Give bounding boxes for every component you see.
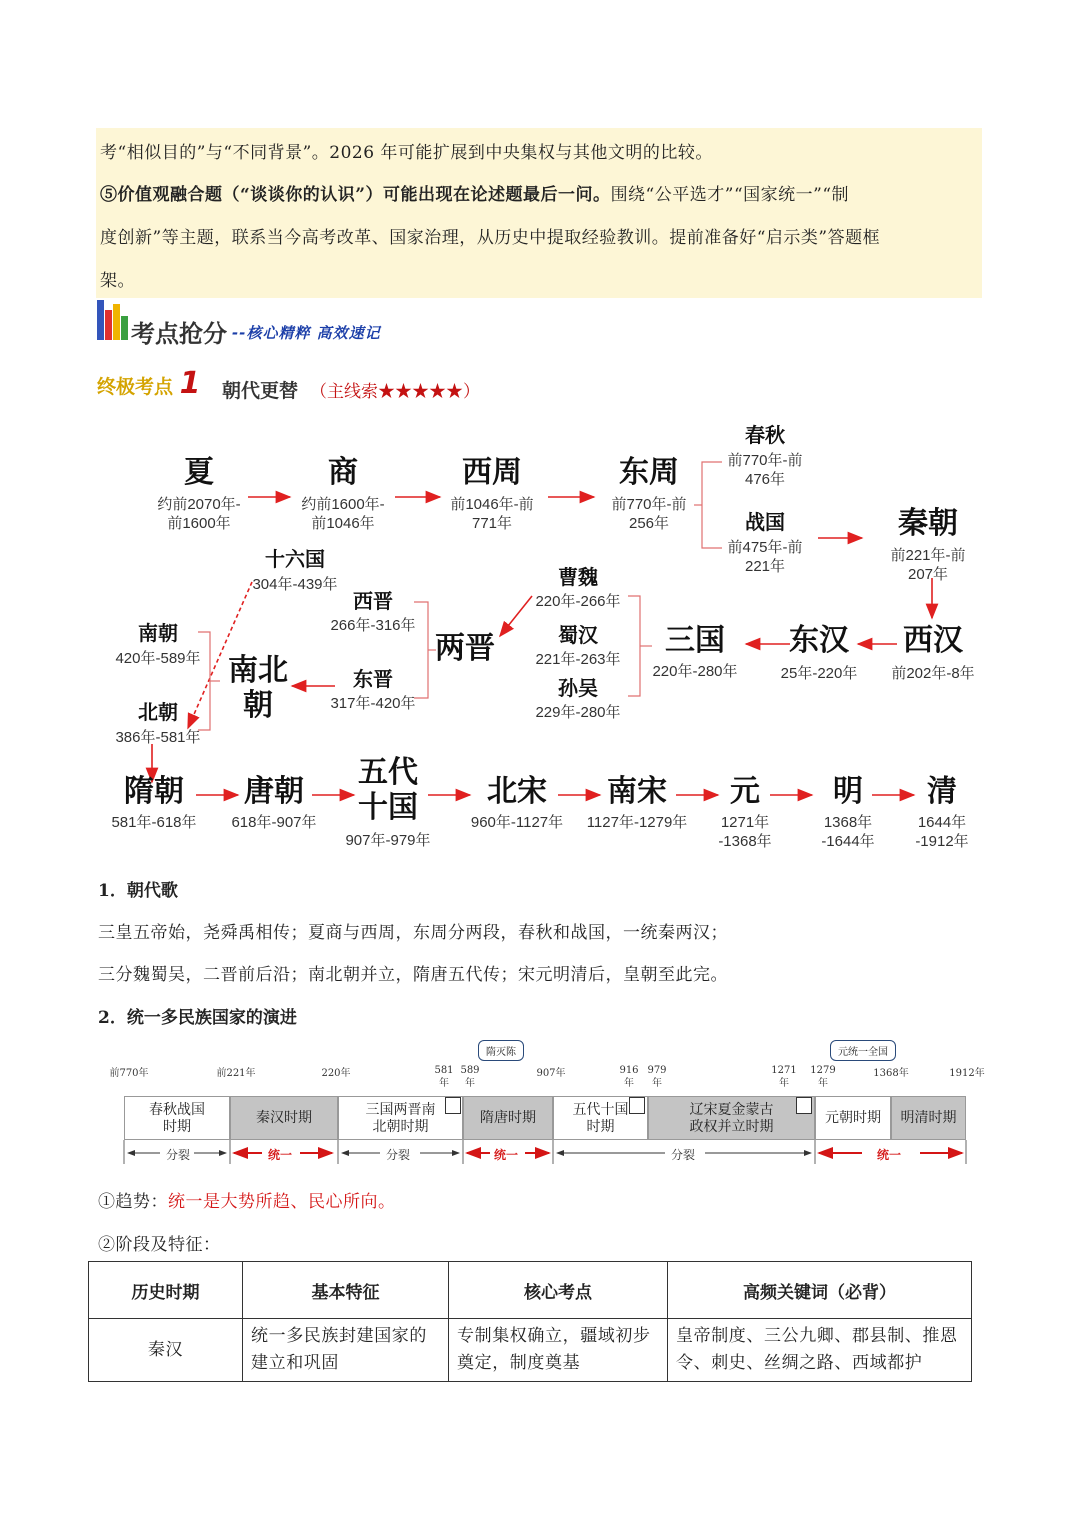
song-line-2: 三分魏蜀吴，二晋前后沿；南北朝并立，隋唐五代传；宋元明清后，皇朝至此完。 [98, 965, 728, 985]
dynasty-dongjin-date: 317年-420年 [330, 695, 416, 712]
period-wudai: 五代十国 时期 [553, 1096, 648, 1140]
dynasty-beichao: 北朝 [138, 700, 178, 724]
tick-label: 907年 [536, 1068, 566, 1079]
dynasty-xia: 夏 [184, 455, 214, 490]
table-row [89, 1319, 972, 1382]
dynasty-xia-date: 约前2070年- 前1600年 [157, 496, 241, 532]
dynasty-sanguo: 三国 [665, 623, 725, 658]
table-header: 核心考点 [449, 1262, 668, 1319]
tick-label: 916 年 [619, 1065, 639, 1089]
ultimate-text: 终极考点 [97, 376, 174, 398]
period-liaosong: 辽宋夏金蒙古 政权并立时期 [648, 1096, 815, 1140]
dynasty-yuan-date: 1271年 -1368年 [718, 814, 772, 850]
intro-line-4: 架。 [100, 271, 135, 291]
split-label: 分裂 [386, 1148, 411, 1162]
ultimate-number: 1 [179, 366, 201, 401]
intro-line-3: 度创新”等主题，联系当今高考改革、国家治理，从历史中提取经验教训。提前准备好“启示类”答题框 [100, 228, 881, 248]
tick-label: 581 年 [434, 1065, 454, 1089]
table-header: 基本特征 [243, 1262, 449, 1319]
dynasty-donghan: 东汉 [789, 623, 849, 658]
period-qinhan: 秦汉时期 [230, 1096, 338, 1140]
split-label: 分裂 [671, 1148, 696, 1162]
intro-line-1: 考“相似目的”与“不同背景”。2026 年可能扩展到中央集权与其他文明的比较。 [100, 143, 713, 163]
tick-label: 前221年 [216, 1068, 256, 1079]
trend-line [98, 1187, 396, 1212]
dynasty-beisong-date: 960年-1127年 [470, 814, 564, 831]
dynasty-ming: 明 [833, 774, 863, 809]
table-cell: 专制集权确立，疆域初步奠定，制度奠基 [449, 1319, 668, 1382]
tick-label: 589 年 [460, 1065, 480, 1089]
dynasty-wudai: 五代 十国 [358, 755, 418, 825]
dynasty-chunqiu-date: 前770年-前 476年 [727, 452, 803, 488]
dynasty-beisong: 北宋 [487, 774, 547, 809]
table-cell: 统一多民族封建国家的建立和巩固 [243, 1319, 449, 1382]
unify-label: 统一 [268, 1148, 293, 1162]
tick-label: 979 年 [647, 1065, 667, 1089]
dynasty-xijin: 西晋 [353, 589, 393, 613]
dynasty-shang-date: 约前1600年- 前1046年 [301, 496, 385, 532]
dynasty-chunqiu: 春秋 [745, 423, 785, 447]
unify-label: 统一 [494, 1148, 519, 1162]
dynasty-caowei: 曹魏 [558, 565, 598, 589]
dynasty-yuan: 元 [730, 774, 760, 809]
dynasty-liangjin: 两晋 [435, 631, 495, 666]
period-yuan: 元朝时期 [815, 1096, 891, 1140]
dynasty-donghan-date: 25年-220年 [780, 665, 858, 682]
ultimate-note: （主线索★★★★★） [310, 382, 480, 402]
dynasty-qin: 秦朝 [898, 506, 958, 541]
table-header: 历史时期 [89, 1262, 243, 1319]
dynasty-wudai-date: 907年-979年 [345, 832, 431, 849]
table-cell: 皇帝制度、三公九卿、郡县制、推恩令、刺史、丝绸之路、西域都护 [668, 1319, 972, 1382]
intro-line-2-bold: ⑤价值观融合题（“谈谈你的认识”）可能出现在论述题最后一问。 [100, 185, 611, 205]
stage-label: ②阶段及特征： [98, 1235, 221, 1255]
dynasty-sanguo-date: 220年-280年 [652, 663, 738, 680]
dynasty-shuhan-date: 221年-263年 [535, 651, 621, 668]
table-header: 高频关键词（必背） [668, 1262, 972, 1319]
dynasty-sui: 隋朝 [124, 774, 184, 809]
dynasty-nanchao: 南朝 [138, 621, 178, 645]
dynasty-nansong: 南宋 [607, 774, 667, 809]
period-mingqing: 明清时期 [891, 1096, 966, 1140]
table-header-row [89, 1262, 972, 1319]
dynasty-zhanguo-date: 前475年-前 221年 [727, 539, 803, 575]
dynasty-shiliuguo-date: 304年-439年 [252, 576, 338, 593]
song-heading: 1．朝代歌 [98, 881, 178, 901]
dynasty-xizhou: 西周 [462, 455, 522, 490]
dynasty-ming-date: 1368年 -1644年 [821, 814, 875, 850]
dynasty-shuhan: 蜀汉 [558, 623, 598, 647]
dynasty-sunwu-date: 229年-280年 [535, 704, 621, 721]
dynasty-xihan: 西汉 [903, 623, 963, 658]
dynasty-caowei-date: 220年-266年 [535, 593, 621, 610]
period-sanguo-nanbeichao: 三国两晋南 北朝时期 [338, 1096, 463, 1140]
song-line-1: 三皇五帝始，尧舜禹相传；夏商与西周，东周分两段，春秋和战国，一统秦两汉； [98, 923, 728, 943]
trend-prefix: ①趋势： [98, 1192, 168, 1212]
section-subtitle: --核心精粹 高效速记 [232, 324, 381, 342]
ultimate-title: 朝代更替 [222, 380, 299, 402]
dynasty-dongjin: 东晋 [353, 667, 393, 691]
period-suitang: 隋唐时期 [463, 1096, 553, 1140]
intro-line-2-rest: 围绕“公平选才”“国家统一”“制 [610, 185, 850, 205]
dynasty-dongzhou-date: 前770年-前 256年 [611, 496, 687, 532]
table-cell: 秦汉 [89, 1319, 243, 1382]
callout-yuan-unifies: 元统一全国 [830, 1040, 896, 1061]
dynasty-xizhou-date: 前1046年-前 771年 [450, 496, 534, 532]
tick-label: 1368年 [873, 1068, 909, 1079]
dynasty-shang: 商 [328, 455, 358, 490]
tick-label: 1912年 [949, 1068, 985, 1079]
dynasty-tang: 唐朝 [244, 774, 304, 809]
dynasty-qing-date: 1644年 -1912年 [915, 814, 969, 850]
dynasty-nanbeichao: 南北 朝 [228, 653, 288, 723]
dynasty-sunwu: 孙吴 [558, 676, 598, 700]
dynasty-qing: 清 [927, 774, 957, 809]
dynasty-nansong-date: 1127年-1279年 [586, 814, 688, 831]
tick-label: 1271 年 [771, 1065, 797, 1089]
dynasty-beichao-date: 386年-581年 [115, 729, 201, 746]
section-title: 考点抢分 [131, 320, 227, 348]
dynasty-nanchao-date: 420年-589年 [115, 650, 201, 667]
dynasty-dongzhou: 东周 [619, 455, 679, 490]
callout-sui-conquers-chen: 隋灭陈 [478, 1040, 524, 1061]
dynasty-xihan-date: 前202年-8年 [891, 665, 975, 682]
tick-label: 220年 [321, 1068, 351, 1079]
unity-heading: 2．统一多民族国家的演进 [98, 1008, 297, 1028]
tick-label: 前770年 [109, 1068, 149, 1079]
split-label: 分裂 [166, 1148, 191, 1162]
dynasty-qin-date: 前221年-前 207年 [890, 547, 966, 583]
period-table [88, 1261, 972, 1382]
unify-label: 统一 [877, 1148, 902, 1162]
dynasty-zhanguo: 战国 [745, 510, 785, 534]
tick-label: 1279 年 [810, 1065, 836, 1089]
dynasty-tang-date: 618年-907年 [231, 814, 317, 831]
dynasty-shiliuguo: 十六国 [265, 547, 325, 571]
trend-text: 统一是大势所趋、民心所向。 [168, 1192, 396, 1212]
dynasty-sui-date: 581年-618年 [111, 814, 197, 831]
period-chunqiu-zhanguo: 春秋战国 时期 [124, 1096, 230, 1140]
dynasty-xijin-date: 266年-316年 [330, 617, 416, 634]
